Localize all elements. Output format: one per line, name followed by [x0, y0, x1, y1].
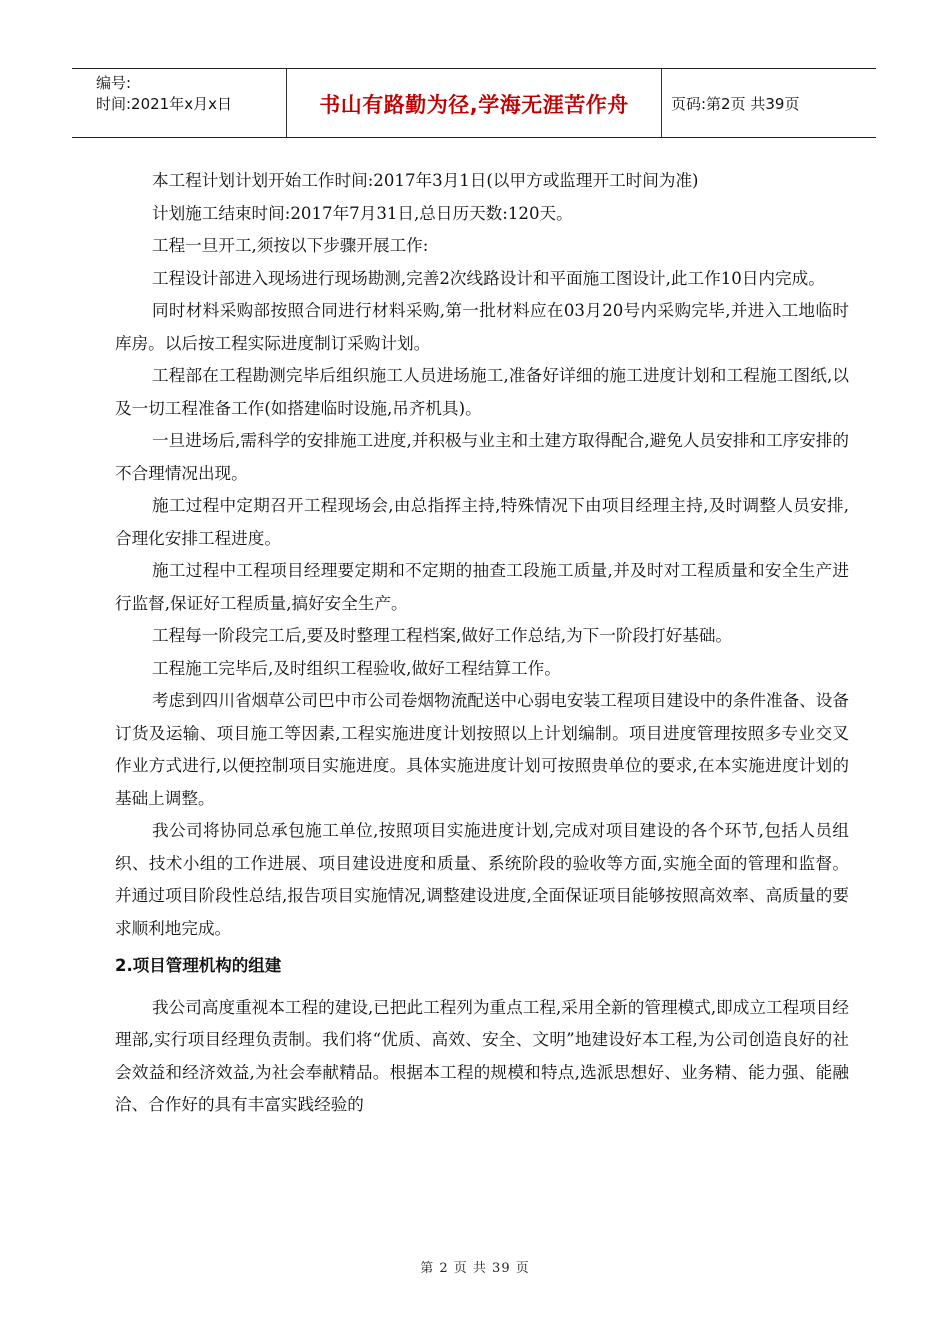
- body-paragraph: 我公司将协同总承包施工单位,按照项目实施进度计划,完成对项目建设的各个环节,包括人员组织、技术小组的工作进展、项目建设进度和质量、系统阶段的验收等方面,实施全面的管理和监督。并通过项目阶段性总结,报告项目实施情况,调整建设进度,全面保证项目能够按照高效率、高质量的要求顺利地完成。: [115, 821, 849, 938]
- body-paragraph: 工程设计部进入现场进行现场勘测,完善2次线路设计和平面施工图设计,此工作10日内完成。: [152, 268, 825, 288]
- header-meta-cell: [72, 69, 286, 137]
- header-motto: 书山有路勤为径,学海无涯苦作舟: [319, 93, 629, 117]
- page-footer: 第 2 页 共 39 页: [420, 1261, 530, 1276]
- body-paragraph: 本工程计划计划开始工作时间:2017年3月1日(以甲方或监理开工时间为准): [152, 171, 699, 190]
- page-header: [72, 68, 876, 138]
- body-paragraph: 施工过程中工程项目经理要定期和不定期的抽查工段施工质量,并及时对工程质量和安全生产进行监督,保证好工程质量,搞好安全生产。: [115, 561, 849, 613]
- body-paragraph: 一旦进场后,需科学的安排施工进度,并积极与业主和土建方取得配合,避免人员安排和工序安排的不合理情况出现。: [115, 431, 849, 483]
- document-number-label: 编号:: [96, 74, 132, 92]
- body-paragraph: 工程部在工程勘测完毕后组织施工人员进场施工,准备好详细的施工进度计划和工程施工图纸,以及一切工程准备工作(如搭建临时设施,吊齐机具)。: [115, 366, 849, 418]
- section-paragraph: 我公司高度重视本工程的建设,已把此工程列为重点工程,采用全新的管理模式,即成立工程项目经理部,实行项目经理负责制。我们将“优质、高效、安全、文明”地建设好本工程,为公司创造良好的社会效益和经济效益,为社会奉献精品。根据本工程的规模和特点,选派思想好、业务精、能力强、能融洽、合作好的具有丰富实践经验的: [115, 997, 849, 1114]
- body-paragraph: 计划施工结束时间:2017年7月31日,总日历天数:120天。: [152, 203, 573, 223]
- header-page-cell: [661, 69, 876, 137]
- body-paragraph: 施工过程中定期召开工程现场会,由总指挥主持,特殊情况下由项目经理主持,及时调整人员安排,合理化安排工程进度。: [115, 496, 849, 548]
- header-motto-cell: [286, 69, 662, 137]
- body-paragraph: 工程施工完毕后,及时组织工程验收,做好工程结算工作。: [152, 658, 561, 678]
- body-paragraph: 工程一旦开工,须按以下步骤开展工作:: [152, 236, 429, 255]
- document-body: [115, 165, 849, 1122]
- document-time-label: 时间:2021年x月x日: [96, 95, 232, 113]
- body-paragraph: 工程每一阶段完工后,要及时整理工程档案,做好工作总结,为下一阶段打好基础。: [152, 626, 733, 645]
- section-heading: 2.项目管理机构的组建: [115, 956, 282, 975]
- body-paragraph: 同时材料采购部按照合同进行材料采购,第一批材料应在03月20号内采购完毕,并进入工地临时库房。以后按工程实际进度制订采购计划。: [115, 301, 849, 353]
- header-page-info: 页码:第2页 共39页: [671, 95, 800, 113]
- body-paragraph: 考虑到四川省烟草公司巴中市公司卷烟物流配送中心弱电安装工程项目建设中的条件准备、设备订货及运输、项目施工等因素,工程实施进度计划按照以上计划编制。项目进度管理按照多专业交叉作业方式进行,以便控制项目实施进度。具体实施进度计划可按照贵单位的要求,在本实施进度计划的基础上调整。: [115, 691, 849, 808]
